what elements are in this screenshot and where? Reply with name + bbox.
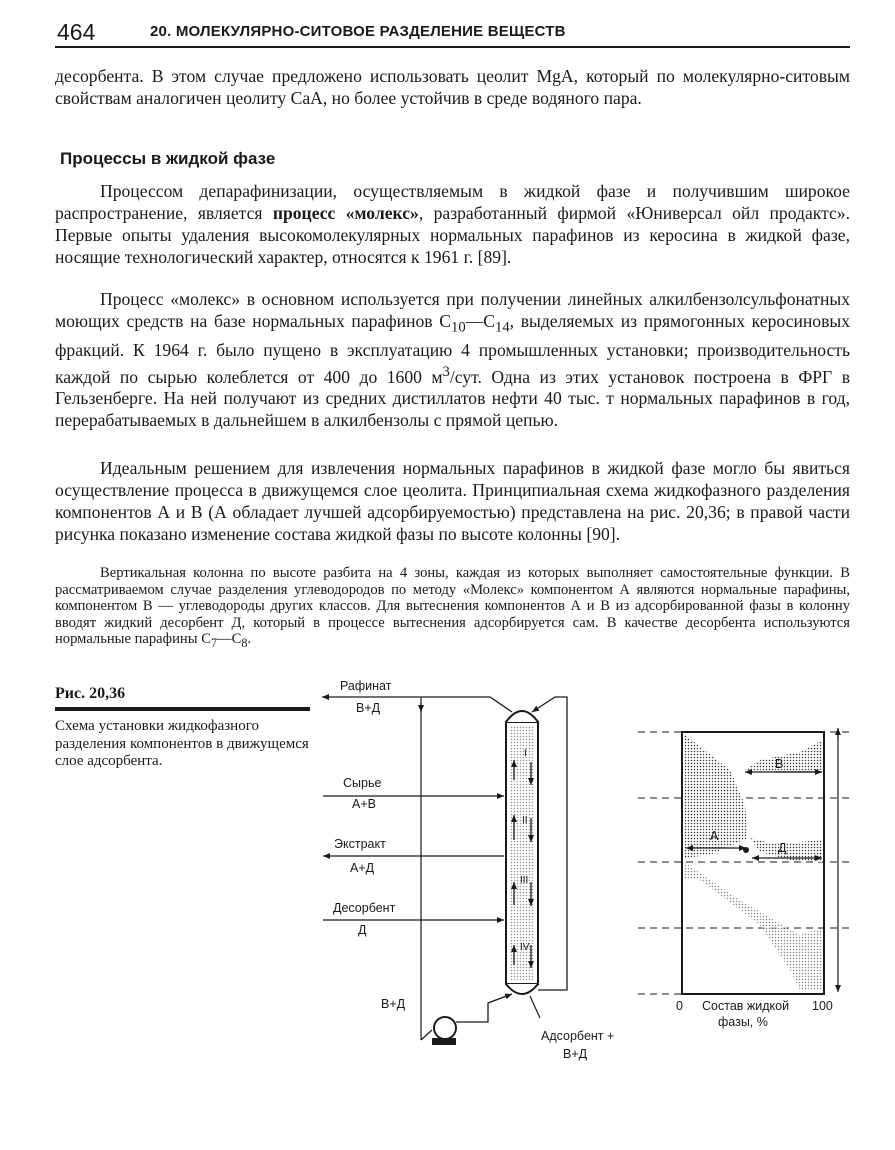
- profile-label-b: В: [775, 757, 784, 771]
- paragraph-continuation: десорбента. В этом случае предложено использовать цеолит MgA, который по молекулярно-ситовым свойствам аналогичен цеолиту CaA, но более устойчив в среде водяного пара.: [55, 66, 850, 108]
- axis-label-line1: Состав жидкой: [702, 999, 790, 1013]
- zone-label-3: III: [520, 875, 529, 886]
- composition-profile: [638, 728, 850, 1029]
- zone-label-2: II: [522, 815, 528, 826]
- svg-text:А+Д: А+Д: [350, 861, 375, 875]
- svg-text:В+Д: В+Д: [381, 997, 406, 1011]
- bold-term: процесс «молекс»: [272, 203, 419, 223]
- feed-stream: [323, 776, 504, 811]
- paragraph-moving-bed: Идеальным решением для извлечения нормальных парафинов в жидкой фазе могло бы явиться осуществление процесса в движущемся слое цеолита. Принципиальная схема жидкофазного разделения компонентов А и В (А обладает лучшей адсорбируемостью) представлена на рис. 20,36; в правой части рисунка показано изменение состава жидкой фазы по высоте колонны [90].: [55, 458, 850, 544]
- profile-label-a: А: [710, 829, 719, 843]
- figure-label: Рис. 20,36: [55, 685, 126, 702]
- paragraph-molex-usage: Процесс «молекс» в основном используется при получении линейных алкилбензолсульфонатных моющих средств на базе нормальных парафинов $C_{10}—C_{14}$, выделяемых из прямогонных керосиновых фракций. К 1964 г. было пущено в эксплуатацию 4 промышленных установки; производительность каждой по сырью колеблется от 400 до 1600 $м^3$/сут. Одна из этих установок построена в ФРГ в Гельзенберге. На ней получают из средних дистиллатов нефти 40 тыс. т нормальных парафинов в год, перерабатываемых в дальнейшем в алкилбензолы с прямой цепью.: [55, 289, 850, 431]
- zone-label-1: I: [524, 748, 527, 759]
- extract-stream: [323, 837, 504, 875]
- zone-label-4: IV: [520, 942, 530, 953]
- desorbent-stream: [323, 901, 504, 937]
- svg-text:В+Д: В+Д: [356, 701, 381, 715]
- section-heading: Процессы в жидкой фазе: [60, 149, 276, 168]
- svg-text:В+Д: В+Д: [563, 1047, 588, 1061]
- svg-text:Десорбент: Десорбент: [333, 901, 396, 915]
- svg-text:Сырье: Сырье: [343, 776, 382, 790]
- svg-text:Адсорбент +: Адсорбент +: [541, 1029, 615, 1043]
- page-number: 464: [57, 19, 96, 45]
- figure-caption: Схема установки жидкофазного разделения компонентов в движущемся слое адсорбента.: [55, 718, 309, 769]
- running-title: 20. МОЛЕКУЛЯРНО-СИТОВОЕ РАЗДЕЛЕНИЕ ВЕЩЕСТВ: [150, 23, 566, 40]
- paragraph-small-print: Вертикальная колонна по высоте разбита на 4 зоны, каждая из которых выполняет самостоятельные функции. В рассматриваемом случае разделения углеводородов по методу «Молекс» компонентом А являются нормальные парафины, компонентом В — углеводороды других классов. Для вытеснения компонентов А и В из адсорбированной фазы в колонну вводят жидкий десорбент Д, который в процессе вытеснения адсорбируется сам. В качестве десорбента используются нормальные парафины $C_7—C_8$.: [55, 565, 850, 650]
- paragraph-molex-intro: Процессом депарафинизации, осуществляемым в жидкой фазе и получившим широкое распространение, является процесс «молекс», разработанный фирмой «Юниверсал ойл продактс». Первые опыты удаления высокомолекулярных нормальных парафинов из керосина в жидкой фазе, носящие технологический характер, относятся к 1961 г. [89].: [55, 181, 850, 267]
- svg-text:А+В: А+В: [352, 797, 376, 811]
- pump: [381, 994, 614, 1061]
- svg-text:Экстракт: Экстракт: [334, 837, 386, 851]
- axis-label-line2: фазы, %: [718, 1015, 768, 1029]
- axis-max: 100: [812, 999, 833, 1013]
- svg-text:Д: Д: [358, 923, 367, 937]
- raffinate-stream: [322, 679, 512, 1040]
- axis-min: 0: [676, 999, 683, 1013]
- profile-label-d: Д: [778, 841, 787, 855]
- svg-text:Рафинат: Рафинат: [340, 679, 392, 693]
